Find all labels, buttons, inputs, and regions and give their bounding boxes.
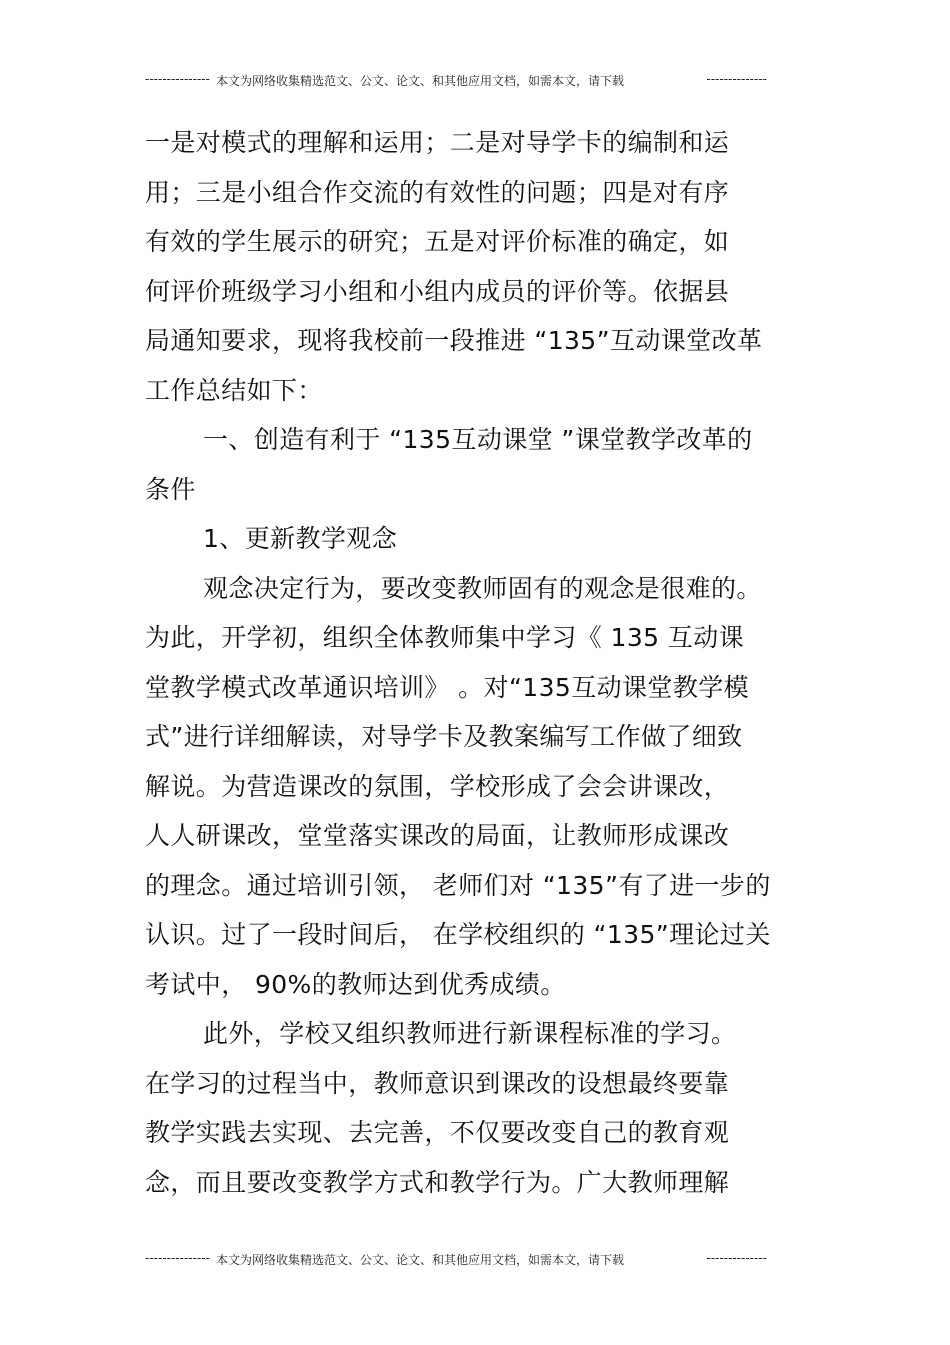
- text-line: 认识。过了一段时间后， 在学校组织的 “135”理论过关: [145, 920, 771, 949]
- text-line: 用；三是小组合作交流的有效性的问题；四是对有序: [145, 177, 730, 207]
- text-line: 念，而且要改变教学方式和教学行为。广大教师理解: [145, 1167, 730, 1197]
- text-line: 工作总结如下：: [145, 375, 323, 405]
- text-line: 局通知要求，现将我校前一段推进 “135”互动课堂改革: [145, 326, 763, 355]
- document-body: [145, 118, 805, 1207]
- section-heading-continued: 条件: [145, 474, 196, 504]
- text-line: 为此，开学初，组织全体教师集中学习《 135 互动课: [145, 623, 745, 652]
- text-line: 教学实践去实现、去完善，不仅要改变自己的教育观: [145, 1118, 730, 1147]
- text-line: 考试中， 90%的教师达到优秀成绩。: [145, 969, 566, 999]
- header-text: 本文为网络收集精选范文、公文、论文、和其他应用文档，如需本文，请下载: [216, 74, 625, 88]
- page-header: [145, 72, 767, 92]
- header-dash-left: ---------------: [145, 72, 210, 86]
- text-line: 人人研课改，堂堂落实课改的局面，让教师形成课改: [145, 821, 730, 850]
- subsection-heading: 1、更新教学观念: [203, 524, 398, 553]
- footer-dash-left: ---------------: [145, 1251, 210, 1265]
- text-line: 有效的学生展示的研究；五是对评价标准的确定，如: [145, 227, 730, 256]
- footer-dash-right: --------------: [706, 1251, 767, 1265]
- page-footer: [145, 1251, 767, 1271]
- text-line: 观念决定行为，要改变教师固有的观念是很难的。: [203, 573, 762, 603]
- text-line: 在学习的过程当中，教师意识到课改的设想最终要靠: [145, 1068, 730, 1098]
- text-line: 此外，学校又组织教师进行新课程标准的学习。: [203, 1019, 737, 1048]
- section-heading: 一、创造有利于 “135互动课堂 ”课堂教学改革的: [203, 425, 753, 454]
- header-dash-right: --------------: [706, 72, 767, 86]
- text-line: 的理念。通过培训引领， 老师们对 “135”有了进一步的: [145, 870, 771, 900]
- text-line: 何评价班级学习小组和小组内成员的评价等。依据县: [145, 276, 730, 306]
- text-line: 式”进行详细解读，对导学卡及教案编写工作做了细致: [145, 722, 743, 751]
- text-line: 堂教学模式改革通识培训》 。对“135互动课堂教学模: [145, 672, 750, 702]
- text-line: 解说。为营造课改的氛围，学校形成了会会讲课改，: [145, 771, 730, 801]
- footer-text: 本文为网络收集精选范文、公文、论文、和其他应用文档，如需本文，请下载: [216, 1253, 625, 1267]
- text-line: 一是对模式的理解和运用；二是对导学卡的编制和运: [145, 128, 730, 157]
